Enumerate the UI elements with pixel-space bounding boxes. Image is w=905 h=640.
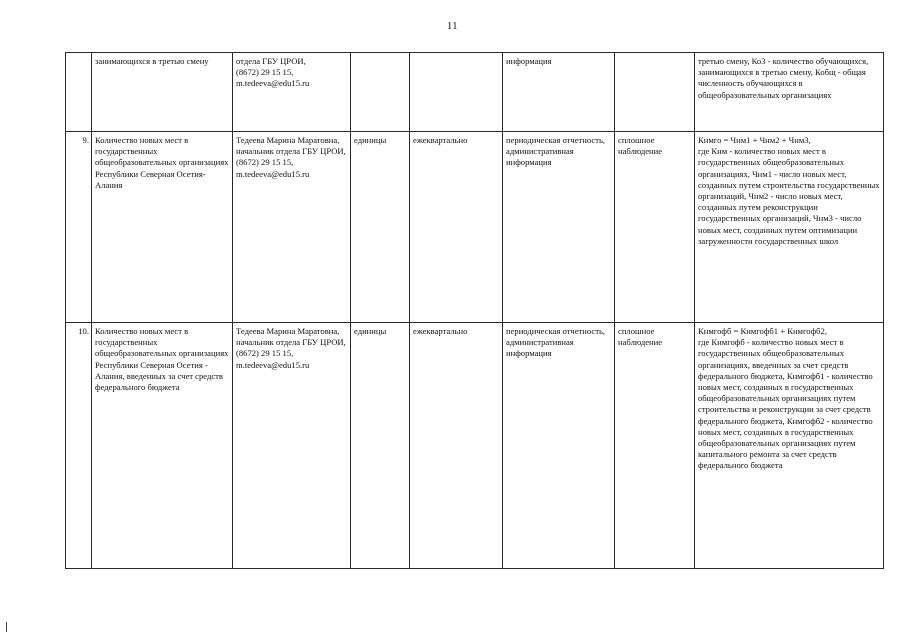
indicator-name: Количество новых мест в государственных общеобразовательных организациях Республики Северная Осетия - Алания, введенных за счет средств федерального бюджета [95,326,229,393]
source-cell [503,132,615,323]
responsible-person: Тедеева Марина Маратовна, начальник отдела ГБУ ЦРОИ, (8672) 29 15 15, m.tedeeva@edu15.ru [236,326,346,370]
method-cell [615,323,695,569]
indicator-name-cell [92,53,233,132]
row-number-cell [66,323,92,569]
collection-method: сплошное наблюдение [618,326,663,348]
unit-cell [351,53,410,132]
source-cell [503,53,615,132]
indicator-name: занимающихся в третью смену [95,56,209,66]
responsible-cell [233,53,351,132]
responsible-person: отдела ГБУ ЦРОИ, (8672) 29 15 15, m.tedeeva@edu15.ru [236,56,310,89]
calculation-formula: Кнмго = Чнм1 + Чнм2 + Чнм3, где Кнм - количество новых мест в государственных общеобразовательных организациях, Чнм1 - число новых мест, созданных путем строительства государственных организаций, Чнм2 - число новых мест, созданных путем реконструкции государственных организаций, Чнм3 - число новых мест, созданных путем оптимизации загруженности государственных школ [698,135,880,246]
periodicity-cell [410,53,503,132]
calculation-formula: третью смену, Ко3 - количество обучающихся, занимающихся в третью смену, Кобщ - общая численность обучающихся в общеобразовательных организациях [698,56,869,100]
indicators-table [65,52,884,569]
formula-cell [695,323,884,569]
data-source: периодическая отчетность, административная информация [506,135,606,168]
table-row-10 [66,323,884,569]
table-row-continuation [66,53,884,132]
page-number: 11 [446,21,459,32]
unit: единицы [354,135,387,145]
method-cell [615,132,695,323]
responsible-cell [233,323,351,569]
unit-cell [351,132,410,323]
source-cell [503,323,615,569]
formula-cell [695,53,884,132]
formula-cell [695,132,884,323]
row-number-cell [66,53,92,132]
indicator-name-cell [92,132,233,323]
periodicity: ежеквартально [413,135,468,145]
row-number-cell [66,132,92,323]
data-source: информация [506,56,552,66]
periodicity: ежеквартально [413,326,468,336]
unit: единицы [354,326,387,336]
row-number: 10. [78,326,89,336]
periodicity-cell [410,132,503,323]
row-number: 9. [82,135,89,145]
periodicity-cell [410,323,503,569]
collection-method: сплошное наблюдение [618,135,663,157]
scan-edge-mark [6,622,7,632]
table-row-9 [66,132,884,323]
responsible-cell [233,132,351,323]
responsible-person: Тедеева Марина Маратовна, начальник отдела ГБУ ЦРОИ, (8672) 29 15 15, m.tedeeva@edu15.ru [236,135,346,179]
indicator-name: Количество новых мест в государственных общеобразовательных организациях Республики Северная Осетия-Алания [95,135,229,190]
indicator-name-cell [92,323,233,569]
unit-cell [351,323,410,569]
data-source: периодическая отчетность, административная информация [506,326,606,359]
calculation-formula: Кнмгофб = Кнмгофб1 + Кнмгофб2, где Кнмгофб - количество новых мест в государственных общеобразовательных организациях, введенных за счет средств федерального бюджета, Кнмгофб1 - количество новых мест, созданных в государственных общеобразовательных организациях путем строительства и реконструкции за счет средств федерального бюджета, Кнмгофб2 - количество новых мест, созданных в государственных общеобразовательных организациях путем капитального ремонта за счет средств федерального бюджета [698,326,873,471]
method-cell [615,53,695,132]
